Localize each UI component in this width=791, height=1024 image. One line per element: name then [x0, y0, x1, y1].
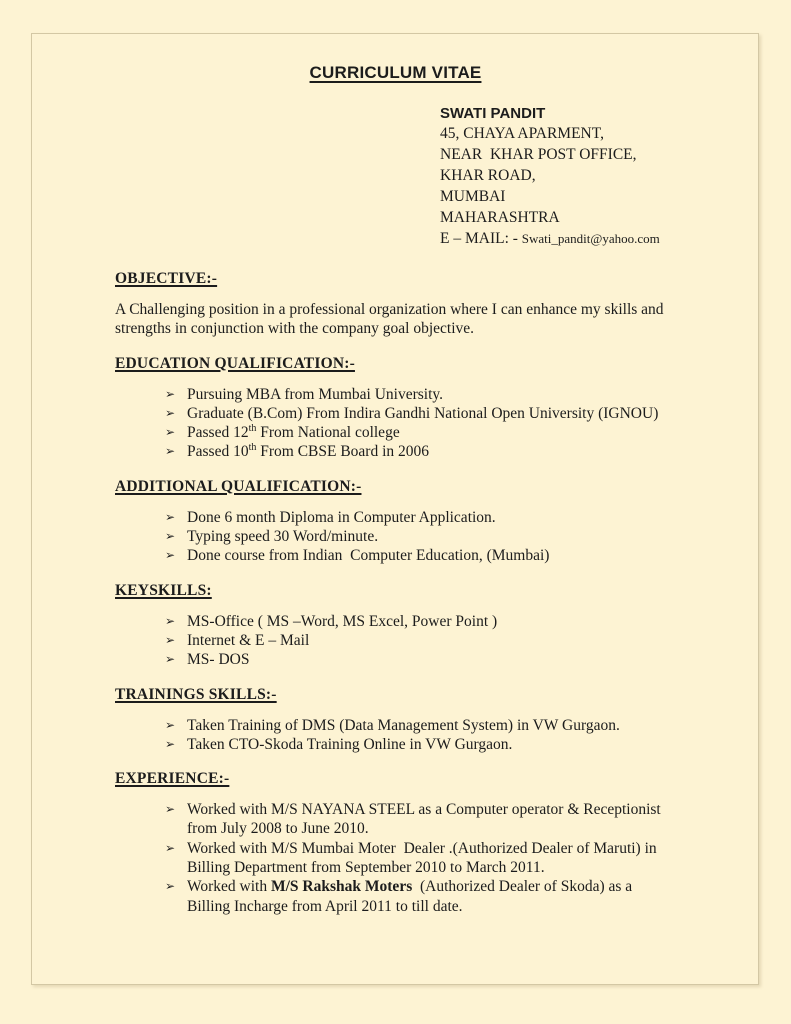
list-item	[165, 546, 673, 565]
list-item-text	[187, 423, 673, 442]
list-item	[165, 404, 673, 423]
bullet-list	[115, 800, 673, 916]
arrow-bullet-icon: ➢	[165, 386, 176, 401]
arrow-bullet-icon: ➢	[165, 652, 176, 667]
contact-address-line: KHAR ROAD,	[440, 167, 536, 184]
list-item-text: Done course from Indian Computer Education, (Mumbai)	[187, 547, 550, 565]
section-experience	[115, 770, 673, 916]
arrow-bullet-icon: ➢	[165, 425, 176, 440]
list-item	[165, 650, 673, 669]
contact-email-line	[440, 228, 791, 249]
bullet-list	[115, 612, 673, 670]
list-item	[165, 508, 673, 527]
list-item-text: MS- DOS	[187, 651, 250, 669]
text-segment: Passed 10	[187, 443, 249, 461]
list-item-text: Pursuing MBA from Mumbai University.	[187, 385, 444, 403]
list-item-text: Graduate (B.Com) From Indira Gandhi National Open University (IGNOU)	[187, 404, 659, 422]
text-segment: From National college	[256, 424, 400, 442]
email-label: E – MAIL: -	[440, 230, 522, 247]
section-keyskills	[115, 582, 673, 670]
text-segment: (Authorized Dealer of Skoda) as a Billing Incharge from April 2011 to till date.	[187, 878, 637, 915]
list-item	[165, 385, 673, 404]
list-item	[165, 442, 673, 461]
document-body	[115, 270, 673, 916]
arrow-bullet-icon: ➢	[165, 613, 176, 628]
section-heading: ADDITIONAL QUALIFICATION:-	[115, 477, 362, 495]
section-trainings-skills	[115, 686, 673, 755]
arrow-bullet-icon: ➢	[165, 548, 176, 563]
list-item	[165, 839, 673, 878]
arrow-bullet-icon: ➢	[165, 444, 176, 459]
arrow-bullet-icon: ➢	[165, 405, 176, 420]
list-item-text	[187, 442, 673, 461]
objective-paragraph: A Challenging position in a professional organization where I can enhance my skills and strengths in conjunction with the company goal objective.	[115, 301, 668, 338]
list-item	[165, 735, 673, 754]
arrow-bullet-icon: ➢	[165, 717, 176, 732]
section-heading: KEYSKILLS:	[115, 581, 212, 599]
section-heading: TRAININGS SKILLS:-	[115, 685, 277, 703]
arrow-bullet-icon: ➢	[165, 632, 176, 647]
list-item	[165, 716, 673, 735]
arrow-bullet-icon: ➢	[165, 736, 176, 751]
text-segment: Passed 12	[187, 424, 249, 442]
list-item	[165, 527, 673, 546]
list-item-text: MS-Office ( MS –Word, MS Excel, Power Point )	[187, 612, 498, 630]
bullet-list	[115, 716, 673, 755]
email-address: Swati_pandit@yahoo.com	[521, 231, 660, 246]
arrow-bullet-icon: ➢	[165, 879, 176, 894]
list-item-text: Taken CTO-Skoda Training Online in VW Gurgaon.	[187, 735, 513, 753]
contact-address-line: 45, CHAYA APARMENT,	[440, 125, 604, 142]
list-item-text: Taken Training of DMS (Data Management System) in VW Gurgaon.	[187, 716, 620, 734]
list-item	[165, 877, 673, 916]
section-additional-qualification	[115, 478, 673, 566]
contact-address-line: MAHARASHTRA	[440, 209, 560, 226]
section-heading: EDUCATION QUALIFICATION:-	[115, 354, 355, 372]
list-item	[165, 800, 673, 839]
list-item-text	[187, 877, 673, 916]
section-heading: EXPERIENCE:-	[115, 770, 230, 788]
list-item	[165, 612, 673, 631]
bullet-list	[115, 385, 673, 462]
contact-address-line: MUMBAI	[440, 188, 506, 205]
contact-address-line: NEAR KHAR POST OFFICE,	[440, 146, 637, 163]
section-objective	[115, 270, 673, 339]
document-title: CURRICULUM VITAE	[309, 63, 482, 82]
bold-company-name: M/S Rakshak Moters	[271, 878, 413, 896]
arrow-bullet-icon: ➢	[165, 529, 176, 544]
list-item	[165, 423, 673, 442]
contact-block	[440, 105, 791, 249]
arrow-bullet-icon: ➢	[165, 509, 176, 524]
arrow-bullet-icon: ➢	[165, 802, 176, 817]
list-item-text: Worked with M/S NAYANA STEEL as a Computer operator & Receptionist from July 2008 to June 2010.	[187, 801, 665, 838]
ordinal-superscript: th	[248, 423, 257, 435]
contact-name: SWATI PANDIT	[440, 105, 546, 122]
bullet-list	[115, 508, 673, 566]
text-segment: From CBSE Board in 2006	[256, 443, 430, 461]
section-education-qualification	[115, 355, 673, 462]
list-item-text: Internet & E – Mail	[187, 631, 310, 649]
ordinal-superscript: th	[248, 442, 257, 454]
list-item-text: Done 6 month Diploma in Computer Application.	[187, 508, 496, 526]
section-heading: OBJECTIVE:-	[115, 270, 218, 287]
list-item-text: Typing speed 30 Word/minute.	[187, 528, 379, 546]
arrow-bullet-icon: ➢	[165, 840, 176, 855]
list-item	[165, 631, 673, 650]
text-segment: Worked with	[187, 878, 271, 896]
list-item-text: Worked with M/S Mumbai Moter Dealer .(Authorized Dealer of Maruti) in Billing Department from September 2010 to March 2011.	[187, 839, 661, 877]
